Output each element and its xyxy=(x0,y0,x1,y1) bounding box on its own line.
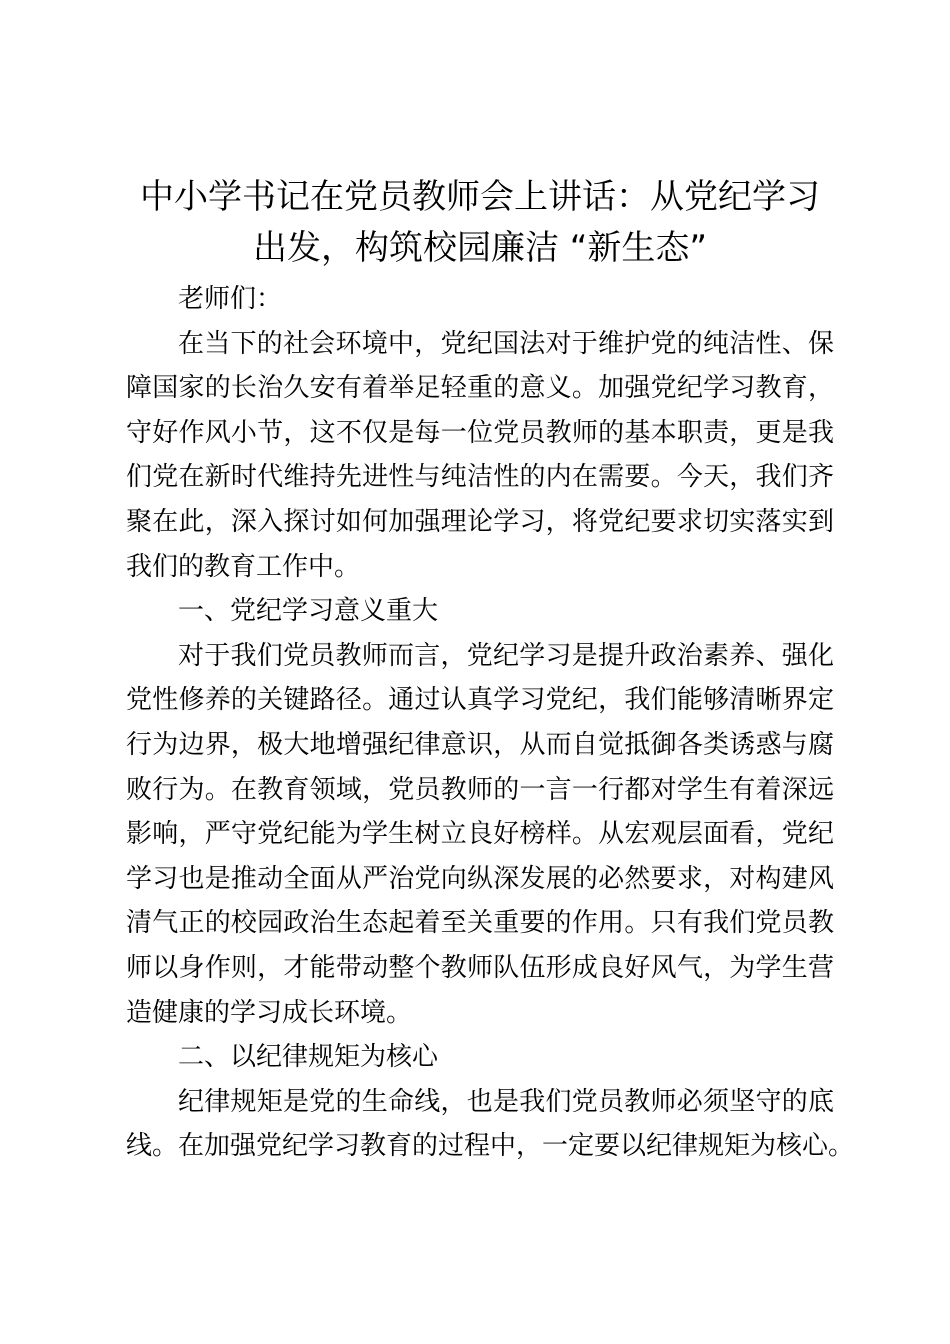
text-line: 们党在新时代维持先进性与纯洁性的内在需要。今天，我们齐 xyxy=(126,462,834,493)
text-line: 党性修养的关键路径。通过认真学习党纪，我们能够清晰界定 xyxy=(126,685,834,716)
paragraph xyxy=(126,1080,855,1169)
text-line: 线。在加强党纪学习教育的过程中，一定要以纪律规矩为核心。 xyxy=(126,1131,855,1162)
text-line: 我们的教育工作中。 xyxy=(126,551,361,582)
document-body xyxy=(126,277,855,1169)
salutation: 老师们： xyxy=(178,284,283,314)
section-heading: 一、党纪学习意义重大 xyxy=(178,596,439,627)
text-line: 纪律规矩是党的生命线，也是我们党员教师必须坚守的底 xyxy=(178,1086,834,1117)
text-line: 学习也是推动全面从严治党向纵深发展的必然要求，对构建风 xyxy=(126,863,834,894)
text-line: 对于我们党员教师而言，党纪学习是提升政治素养、强化 xyxy=(178,640,834,671)
text-line: 影响，严守党纪能为学生树立良好榜样。从宏观层面看，党纪 xyxy=(126,819,834,850)
text-line: 师以身作则，才能带动整个教师队伍形成良好风气，为学生营 xyxy=(126,952,834,983)
section-heading: 二、以纪律规矩为核心 xyxy=(178,1042,439,1073)
title-line: 中小学书记在党员教师会上讲话：从党纪学习 xyxy=(140,177,820,217)
text-line: 在当下的社会环境中，党纪国法对于维护党的纯洁性、保 xyxy=(178,328,834,359)
paragraph xyxy=(126,322,834,590)
paragraph xyxy=(126,634,834,1035)
document-title xyxy=(110,172,850,274)
text-line: 守好作风小节，这不仅是每一位党员教师的基本职责，更是我 xyxy=(126,417,834,448)
text-line: 造健康的学习成长环境。 xyxy=(126,997,413,1028)
text-line: 障国家的长治久安有着举足轻重的意义。加强党纪学习教育， xyxy=(126,373,834,404)
title-line: 出发，构筑校园廉洁 “新生态” xyxy=(252,228,708,268)
text-line: 行为边界，极大地增强纪律意识，从而自觉抵御各类诱惑与腐 xyxy=(126,729,834,760)
text-line: 清气正的校园政治生态起着至关重要的作用。只有我们党员教 xyxy=(126,908,834,939)
text-line: 聚在此，深入探讨如何加强理论学习，将党纪要求切实落实到 xyxy=(126,506,834,537)
text-line: 败行为。在教育领域，党员教师的一言一行都对学生有着深远 xyxy=(126,774,834,805)
